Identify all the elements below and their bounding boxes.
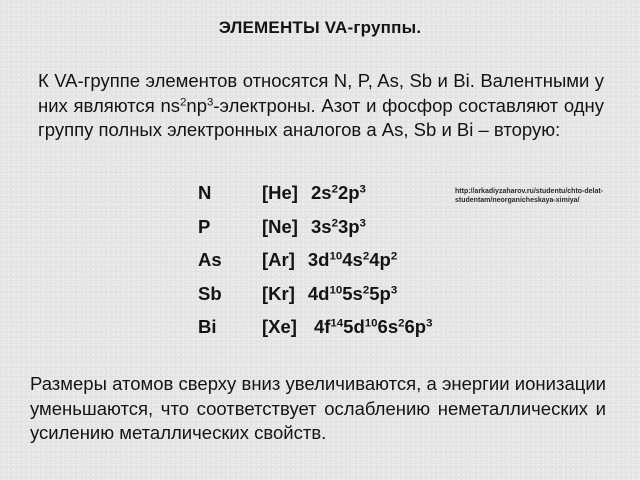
electron-count: 3 [390, 284, 398, 297]
configuration-row [198, 182, 432, 216]
orbital-label: 6p [404, 316, 427, 337]
electron-count: 2 [398, 317, 405, 330]
element-symbol: P [198, 215, 211, 237]
orbital-label: 4f [313, 316, 331, 337]
orbital-label: 4p [369, 249, 391, 270]
electron-count: 3 [359, 217, 366, 230]
electron-count: 2 [331, 217, 338, 230]
electron-configuration [262, 283, 432, 317]
element-symbol: Bi [198, 316, 217, 337]
noble-gas-core: [Ar] [262, 249, 295, 270]
orbital-label: 3p [337, 215, 360, 237]
electron-count: 3 [359, 183, 366, 196]
slide-title: ЭЛЕМЕНТЫ VA-группы. [218, 18, 422, 37]
intro-superscript-p: 3 [207, 96, 214, 109]
orbital-label: 4d [307, 282, 330, 304]
electron-count: 14 [330, 317, 344, 330]
electron-configuration [262, 249, 432, 283]
intro-text-end: -электроны. Азот и фосфор составляют одну группу полных электронных аналогов а As, Sb и Bi – вторую: [38, 94, 604, 140]
intro-text-np: np [186, 94, 207, 116]
electron-count: 2 [362, 284, 370, 297]
element-symbol: As [198, 249, 222, 270]
conclusion-paragraph: Размеры атомов сверху вниз увеличиваются, а энергии ионизации уменьшаются, что соответствует ослаблению неметаллических и усилению металлических свойств. [30, 373, 606, 443]
configuration-row [198, 316, 432, 350]
orbital-label: 6s [377, 316, 399, 337]
electron-configuration [262, 316, 432, 350]
noble-gas-core: [Kr] [262, 282, 295, 304]
element-symbol: Sb [198, 282, 222, 304]
electron-configuration [262, 216, 432, 250]
electron-configuration [262, 182, 432, 216]
noble-gas-core: [Xe] [262, 316, 297, 337]
electron-configuration-table [198, 182, 432, 350]
electron-count: 10 [329, 284, 343, 297]
noble-gas-core: [Ne] [262, 215, 298, 237]
electron-count: 2 [362, 250, 370, 263]
configuration-row [198, 249, 432, 283]
configuration-row [198, 283, 432, 317]
orbital-label: 2p [337, 182, 360, 203]
configuration-row [198, 216, 432, 250]
intro-superscript-s: 2 [180, 96, 187, 109]
intro-paragraph [38, 69, 604, 143]
orbital-label: 2s [310, 182, 332, 203]
element-symbol: N [198, 182, 212, 203]
source-url-link[interactable]: http://arkadiyzaharov.ru/studentu/chto-delat-studentam/neorganicheskaya-ximiya/ [455, 188, 604, 204]
orbital-label: 3s [310, 215, 332, 237]
electron-count: 10 [329, 250, 343, 263]
intro-text-start: К VA-группе элементов относятся N, P, As, Sb и Bi. Валентными у них являются ns [38, 70, 604, 116]
noble-gas-core: [He] [262, 182, 298, 203]
orbital-label: 5p [369, 282, 391, 304]
orbital-label: 5d [343, 316, 365, 337]
orbital-label: 3d [307, 249, 330, 270]
electron-count: 10 [364, 317, 378, 330]
electron-count: 3 [426, 317, 433, 330]
electron-count: 2 [390, 250, 398, 263]
electron-count: 2 [331, 183, 338, 196]
orbital-label: 4s [342, 249, 363, 270]
orbital-label: 5s [342, 282, 363, 304]
